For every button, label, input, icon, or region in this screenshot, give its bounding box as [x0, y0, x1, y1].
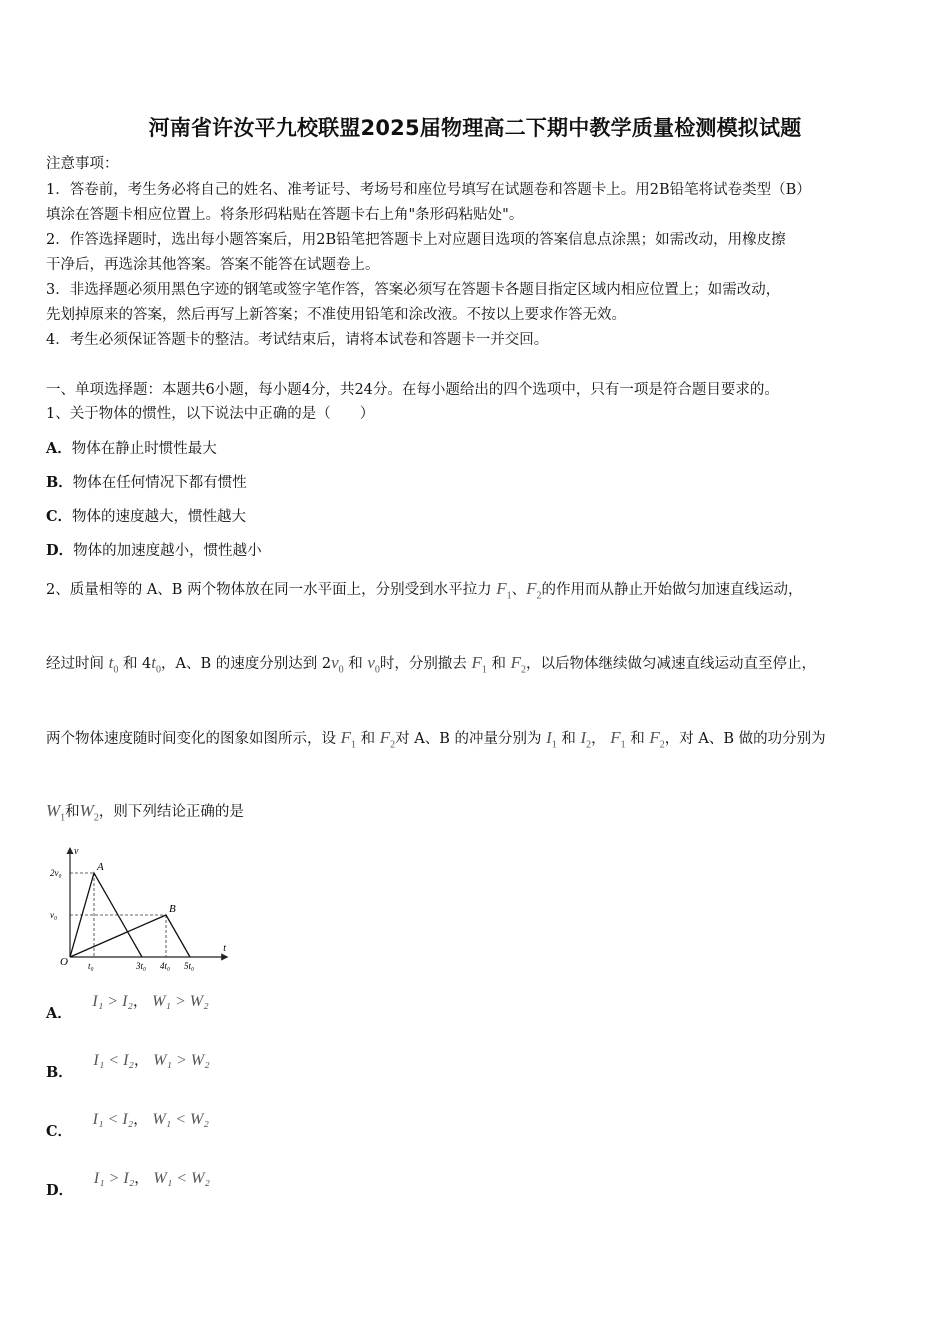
option-text: 物体的速度越大，惯性越大: [72, 509, 247, 525]
x-tick-label: 3t₀: [136, 961, 147, 971]
option-label: D．: [46, 1182, 74, 1199]
symbol-F2: $F_2$: [649, 728, 665, 751]
q2-text: 对 A、B 的冲量分别为: [395, 731, 542, 747]
option-text: 物体在任何情况下都有惯性: [72, 475, 247, 491]
q2-text: 的作用而从静止开始做匀加速直线运动，: [541, 582, 803, 598]
symbol-I1: $I_1$: [546, 728, 557, 751]
option-relation-1: I₁ > I₂: [92, 993, 133, 1010]
symbol-v0: $v_0$: [367, 653, 380, 676]
option-relation-2: W₁ > W₂: [153, 1052, 210, 1069]
symbol-F1: $F_1$: [340, 728, 356, 751]
q2-text: ，A、B 的速度分别达到 2: [161, 656, 332, 672]
q2-text: 和: [491, 656, 507, 672]
vt-graph: [46, 845, 246, 975]
option-relation-1: I₁ > I₂: [93, 1170, 135, 1187]
q2-option-b: [46, 1049, 210, 1082]
option-relation-1: I₁ < I₂: [92, 1111, 134, 1128]
option-label: C．: [46, 1123, 73, 1140]
q2-text: ，则下列结论正确的是: [98, 804, 244, 820]
symbol-F1: $F_1$: [471, 653, 487, 676]
notice-line-1: 1．答卷前，考生务必将自己的姓名、准考证号、考场号和座位号填写在试题卷和答题卡上。用2B铅笔将试卷类型（B）: [46, 182, 811, 198]
q2-text: 和: [65, 804, 80, 820]
option-label: B．: [46, 1064, 73, 1081]
q2-text: ，对 A、B 做的功分别为: [664, 731, 826, 747]
section-heading: 一、单项选择题：本题共6小题，每小题4分，共24分。在每小题给出的四个选项中，只有一项是符合题目要求的。: [46, 382, 779, 398]
option-relation-2: W₁ < W₂: [152, 1111, 209, 1128]
notice-line-3: 2．作答选择题时，选出每小题答案后，用2B铅笔把答题卡上对应题目选项的答案信息点涂黑；如需改动，用橡皮擦: [46, 232, 786, 248]
notice-line-4: 干净后，再选涂其他答案。答案不能答在试题卷上。: [46, 257, 380, 273]
symbol-F2: $F_2$: [379, 728, 396, 751]
q2-text: 经过时间: [46, 656, 104, 672]
q2-text: ，: [591, 731, 606, 747]
q2-text: 和: [630, 731, 645, 747]
notice-line-2: 填涂在答题卡相应位置上。将条形码粘贴在答题卡右上角"条形码粘贴处"。: [46, 207, 524, 223]
symbol-W1: $W_1$: [46, 801, 66, 824]
q2-option-c: [46, 1108, 209, 1141]
point-label-b: B: [169, 903, 176, 915]
q2-text: 两个物体速度随时间变化的图象如图所示，设: [46, 731, 336, 747]
q2-text: 2、质量相等的 A、B 两个物体放在同一水平面上，分别受到水平拉力: [46, 582, 492, 598]
q2-line-4: [46, 800, 244, 823]
q2-text: ，以后物体继续做匀减速直线运动直至停止，: [526, 656, 817, 672]
q2-text: 和: [348, 656, 363, 672]
option-sep: ，: [133, 1112, 148, 1128]
notice-heading: 注意事项：: [46, 156, 119, 172]
q2-option-d: [46, 1167, 210, 1200]
option-text: 物体在静止时惯性最大: [71, 441, 217, 457]
q2-option-a: [46, 990, 209, 1023]
option-relation-1: I₁ < I₂: [93, 1052, 134, 1069]
option-sep: ，: [134, 1171, 149, 1187]
option-label: A．: [46, 440, 72, 457]
symbol-F2: $F_2$: [510, 653, 527, 676]
origin-label: O: [60, 956, 68, 968]
symbol-t0: $t_0$: [151, 653, 162, 676]
option-label: C．: [46, 508, 73, 525]
option-label: B．: [46, 474, 73, 491]
q1-option-d: [46, 539, 262, 560]
x-tick-label: 4t₀: [160, 961, 171, 971]
option-relation-2: W₁ < W₂: [153, 1170, 210, 1187]
option-label: A．: [46, 1005, 72, 1022]
option-text: 物体的加速度越小，惯性越小: [73, 543, 262, 559]
x-tick-label: t₀: [88, 961, 94, 971]
q2-line-1: [46, 578, 802, 601]
symbol-v0: $v_0$: [331, 653, 344, 676]
q1-option-b: [46, 471, 247, 492]
option-sep: ，: [132, 994, 148, 1010]
symbol-F1: $F_1$: [610, 728, 626, 751]
symbol-I2: $I_2$: [580, 728, 592, 751]
option-sep: ，: [133, 1053, 149, 1069]
y-axis-label: v: [74, 846, 79, 858]
option-relation-2: W₁ > W₂: [152, 993, 209, 1010]
q1-option-c: [46, 505, 246, 526]
symbol-t0: $t_0$: [108, 653, 119, 676]
q2-text: 、: [511, 582, 527, 598]
q1-stem: 1、关于物体的惯性，以下说法中正确的是（ ）: [46, 406, 375, 422]
q2-text: 和 4: [122, 656, 152, 672]
x-tick-label: 5t₀: [184, 961, 195, 971]
q1-option-a: [46, 437, 217, 458]
notice-line-7: 4．考生必须保证答题卡的整洁。考试结束后，请将本试卷和答题卡一并交回。: [46, 332, 549, 348]
notice-line-5: 3．非选择题必须用黑色字迹的钢笔或签字笔作答，答案必须写在答题卡各题目指定区域内相应位置上；如需改动，: [46, 282, 781, 298]
q2-text: 时，分别撤去: [379, 656, 467, 672]
y-tick-label: 2v₀: [50, 868, 62, 878]
y-tick-label: v₀: [50, 910, 58, 920]
q2-text: 和: [561, 731, 576, 747]
symbol-F1: $F_1$: [496, 579, 512, 602]
q2-line-3: [46, 727, 826, 750]
x-axis-label: t: [223, 943, 226, 954]
symbol-F2: $F_2$: [526, 579, 542, 602]
point-label-a: A: [97, 861, 104, 873]
page-title: 河南省许汝平九校联盟2025届物理高二下期中教学质量检测模拟试题: [148, 116, 802, 140]
notice-line-6: 先划掉原来的答案，然后再写上新答案；不准使用铅笔和涂改液。不按以上要求作答无效。: [46, 307, 626, 323]
q2-line-2: [46, 652, 816, 675]
q2-text: 和: [360, 731, 376, 747]
option-label: D．: [46, 542, 74, 559]
symbol-W2: $W_2$: [79, 801, 99, 824]
